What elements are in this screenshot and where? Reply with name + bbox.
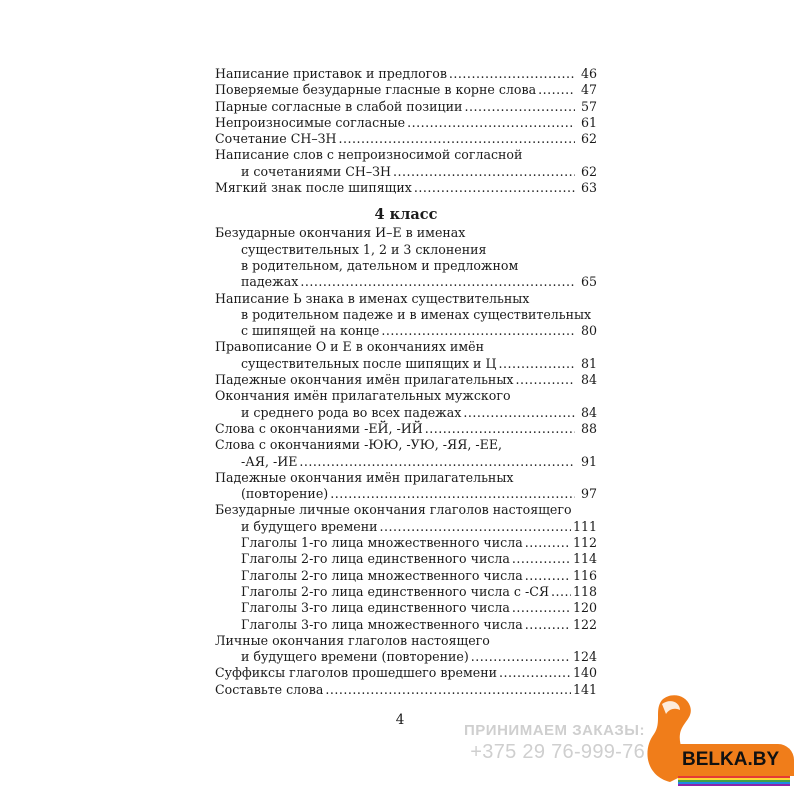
toc-entry-title: в родительном падеже и в именах существительных [241,306,592,322]
logo-stripe [678,784,790,786]
toc-entry-title: падежах [241,274,299,290]
toc-entry [215,291,597,340]
toc-page-number: 62 [580,131,597,147]
toc-page-number: 81 [580,355,597,371]
toc-entry [215,502,597,535]
toc-page-number: 122 [572,616,597,632]
toc-section-4th-grade [215,225,597,698]
toc-entry [215,617,597,633]
section-heading: 4 класс [374,206,438,224]
toc-entry-line [215,82,597,98]
toc-page-number: 88 [580,420,597,436]
toc-entry-title: и сочетаниями СН–ЗН [241,163,391,179]
toc-entry-line [215,454,597,470]
toc-entry-title: и среднего рода во всех падежах [241,404,462,420]
toc-entry-line [215,356,597,372]
toc-page-number: 141 [572,681,597,697]
toc-entry-title: Непроизносимые согласные [215,114,406,130]
toc-entry-line [215,665,597,681]
watermark [455,722,645,764]
dot-leader [381,323,575,339]
toc-entry-line [215,437,597,453]
toc-entry-title: Поверяемые безударные гласные в корне слова [215,82,537,98]
toc-entry-line [215,421,597,437]
dot-leader [512,551,571,567]
dot-leader [380,519,571,535]
toc-entry [215,372,597,388]
dot-leader [538,82,575,98]
toc-entry [215,584,597,600]
dot-leader [498,356,575,372]
toc-page-number: 118 [572,583,597,599]
toc-entry-title: Окончания имён прилагательных мужского [215,388,511,404]
toc-page-number: 97 [580,486,597,502]
toc-page-number: 65 [580,274,597,290]
dot-leader [471,649,571,665]
toc-entry-line [215,258,597,274]
toc-page-number: 116 [572,567,597,583]
toc-page-number: 84 [580,372,597,388]
toc-entry [215,535,597,551]
dot-leader [425,421,575,437]
toc-entry-line [215,225,597,241]
toc-entry-line [215,99,597,115]
dot-leader [512,600,571,616]
toc-entry [215,66,597,82]
table-of-contents [215,66,597,698]
dot-leader [393,164,575,180]
toc-entry [215,180,597,196]
toc-entry-line [215,242,597,258]
toc-entry-line [215,291,597,307]
toc-entry-title: Глаголы 2-го лица единственного числа [241,551,510,567]
dot-leader [551,584,571,600]
toc-entry-line [215,470,597,486]
toc-entry-title: с шипящей на конце [241,323,380,339]
toc-entry-line [215,568,597,584]
toc-entry-title: Безударные личные окончания глаголов настоящего [215,502,572,518]
toc-entry-title: Мягкий знак после шипящих [215,180,412,196]
toc-entry-line [215,551,597,567]
toc-page-number: 61 [580,114,597,130]
toc-entry [215,339,597,372]
toc-entry-title: Составьте слова [215,681,324,697]
toc-page-number: 91 [580,453,597,469]
toc-entry-title: Глаголы 1-го лица множественного числа [241,535,523,551]
toc-entry-title: Написание приставок и предлогов [215,66,447,81]
toc-page-number: 120 [572,600,597,616]
toc-entry [215,633,597,666]
toc-entry-title: существительных 1, 2 и 3 склонения [241,241,487,257]
toc-entry-line [215,535,597,551]
toc-entry-title: и будущего времени [241,518,378,534]
toc-entry-title: Парные согласные в слабой позиции [215,98,463,114]
toc-page-number: 111 [572,518,597,534]
toc-entry-line [215,115,597,131]
toc-entry [215,388,597,421]
toc-entry-title: Падежные окончания имён прилагательных [215,469,514,485]
toc-entry-title: Глаголы 3-го лица единственного числа [241,600,510,616]
toc-page-number: 80 [580,323,597,339]
toc-entry-line [215,649,597,665]
toc-entry-title: Глаголы 2-го лица единственного числа с -СЯ [241,583,550,599]
toc-entry [215,665,597,681]
toc-section-3rd-grade [215,66,597,196]
toc-entry [215,682,597,698]
toc-page-number: 47 [580,82,597,98]
toc-entry-title: Написание Ь знака в именах существительных [215,290,530,306]
toc-entry-title: Глаголы 3-го лица множественного числа [241,616,523,632]
watermark-phone: +375 29 76-999-76 [470,741,645,763]
toc-entry-line [215,633,597,649]
toc-entry-line [215,164,597,180]
toc-page-number: 112 [572,535,597,551]
toc-entry-line [215,307,597,323]
dot-leader [515,372,575,388]
toc-entry-line [215,388,597,404]
toc-entry-title: Безударные окончания И–Е в именах [215,225,466,241]
toc-entry [215,421,597,437]
dot-leader [449,66,575,82]
toc-entry-title: -АЯ, -ИЕ [241,453,298,469]
toc-entry-title: Написание слов с непроизносимой согласной [215,147,523,163]
toc-entry [215,225,597,290]
logo-stripes [678,776,790,786]
toc-entry-title: Личные окончания глаголов настоящего [215,632,490,648]
toc-entry [215,147,597,180]
toc-entry-title: Суффиксы глаголов прошедшего времени [215,665,498,681]
toc-entry-line [215,274,597,290]
toc-entry [215,568,597,584]
toc-entry [215,551,597,567]
toc-page-number: 63 [580,180,597,196]
toc-entry [215,600,597,616]
toc-entry [215,115,597,131]
toc-entry-title: Падежные окончания имён прилагательных [215,372,514,388]
belka-logo [640,690,790,790]
toc-entry-line [215,519,597,535]
page-number: 4 [395,712,405,728]
toc-page-number: 46 [580,66,597,81]
dot-leader [499,665,571,681]
toc-entry-title: Сочетание СН–ЗН [215,131,337,147]
toc-entry-line [215,502,597,518]
toc-entry-line [215,405,597,421]
toc-entry [215,82,597,98]
toc-page-number: 114 [572,551,597,567]
toc-entry [215,470,597,503]
dot-leader [463,405,575,421]
dot-leader [525,568,571,584]
dot-leader [525,535,571,551]
dot-leader [330,486,575,502]
toc-page-number: 57 [580,98,597,114]
dot-leader [464,99,575,115]
toc-entry-line [215,323,597,339]
watermark-line-1: ПРИНИМАЕМ ЗАКАЗЫ: [464,722,645,739]
toc-entry-title: Правописание О и Е в окончаниях имён [215,339,484,355]
toc-entry-title: Слова с окончаниями -ЮЮ, -УЮ, -ЯЯ, -ЕЕ, [215,437,503,453]
toc-entry [215,437,597,470]
dot-leader [338,131,575,147]
toc-page-number: 140 [572,665,597,681]
toc-entry-title: существительных после шипящих и Ц [241,355,497,371]
toc-entry-line [215,682,597,698]
toc-entry-title: и будущего времени (повторение) [241,649,469,665]
dot-leader [299,454,575,470]
toc-entry [215,99,597,115]
toc-entry-line [215,600,597,616]
toc-entry-line [215,486,597,502]
toc-entry-line [215,66,597,82]
logo-text: BELKA.BY [678,744,794,776]
toc-entry-title: (повторение) [241,486,329,502]
toc-entry-line [215,372,597,388]
toc-entry-line [215,147,597,163]
toc-entry-line [215,180,597,196]
toc-page-number: 124 [572,649,597,665]
dot-leader [414,180,575,196]
dot-leader [407,115,575,131]
toc-entry-title: Слова с окончаниями -ЕЙ, -ИЙ [215,420,423,436]
toc-entry-line [215,339,597,355]
toc-page-number: 62 [580,163,597,179]
toc-entry [215,131,597,147]
toc-entry-line [215,584,597,600]
toc-entry-title: в родительном, дательном и предложном [241,257,519,273]
toc-entry-line [215,131,597,147]
toc-entry-line [215,617,597,633]
toc-entry-title: Глаголы 2-го лица множественного числа [241,567,523,583]
dot-leader [325,682,571,698]
dot-leader [300,274,575,290]
toc-page-number: 84 [580,404,597,420]
dot-leader [525,617,571,633]
